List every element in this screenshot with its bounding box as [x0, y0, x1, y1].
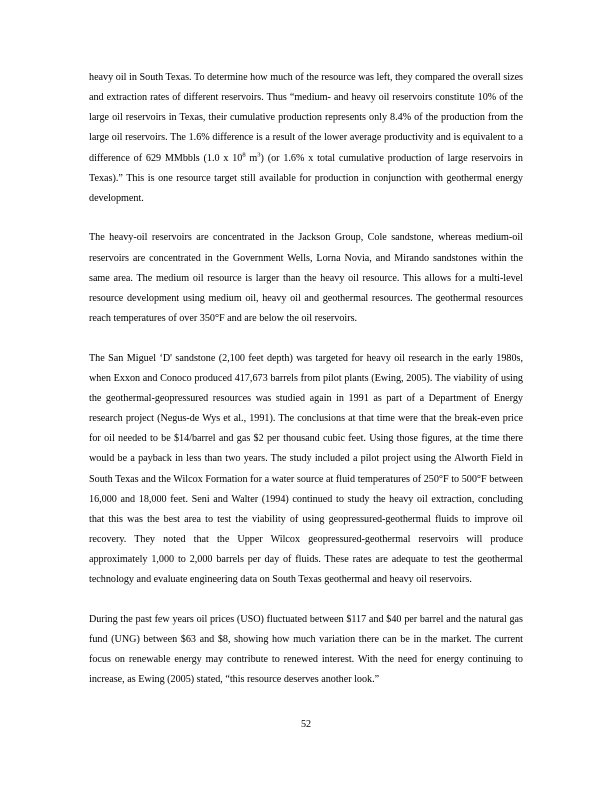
paragraph-4 — [89, 610, 523, 691]
paragraph-4-text: During the past few years oil prices (USO) fluctuated between $117 and $40 per barrel and the natural gas fund (UNG) between $63 and $8, showing how much variation there can be in the market. The current focus on renewable energy may contribute to renewed interest. With the need for energy continuing to increase, as Ewing (2005) stated, “this resource deserves another look.” — [89, 613, 523, 686]
paragraph-1-text-b: m — [245, 152, 258, 164]
paragraph-3 — [89, 349, 523, 591]
document-body — [89, 68, 523, 710]
paragraph-2-text: The heavy-oil reservoirs are concentrated in the Jackson Group, Cole sandstone, whereas medium-oil reservoirs are concentrated in the Government Wells, Lorna Novia, and Mirando sandstones within the same area. The medium oil resource is larger than the heavy oil resource. This allows for a multi-level resource development using medium oil, heavy oil and geothermal resources. The geothermal resources reach temperatures of over 350°F and are below the oil reservoirs. — [89, 232, 523, 325]
exponent-3: 3 — [257, 151, 261, 159]
paragraph-2 — [89, 228, 523, 329]
exponent-8: 8 — [242, 151, 246, 159]
paragraph-1-text-a: heavy oil in South Texas. To determine how much of the resource was left, they compared the overall sizes and extraction rates of different reservoirs. Thus “medium- and heavy oil reservoirs constitute 10% of the large oil reservoirs in Texas, their cumulative production represents only 8.4% of the production from the large oil reservoirs. The 1.6% difference is a result of the lower average productivity and is equivalent to a difference of 629 MMbbls (1.0 x 10 — [89, 72, 523, 164]
paragraph-3-text: The San Miguel ‘D' sandstone (2,100 feet depth) was targeted for heavy oil research in the early 1980s, when Exxon and Conoco produced 417,673 barrels from pilot plants (Ewing, 2005). The viability of using the geothermal-geopressured resources was studied again in 1991 as part of a Department of Energy research project (Negus-de Wys et al., 1991). The conclusions at that time were that the break-even price for oil needed to be $14/barrel and gas $2 per thousand cubic feet. Using those figures, at the time there would be a payback in less than two years. The study included a pilot project using the Alworth Field in South Texas and the Wilcox Formation for a water source at fluid temperatures of 250°F to 500°F between 16,000 and 18,000 feet. Seni and Walter (1994) continued to study the heavy oil extraction, concluding that this was the best area to test the viability of using geopressured-geothermal fluids to improve oil recovery. They noted that the Upper Wilcox geopressured-geothermal reservoirs will produce approximately 1,000 to 2,000 barrels per day of fluids. These rates are adequate to test the geothermal technology and evaluate engineering data on South Texas geothermal and heavy oil reservoirs. — [89, 352, 523, 586]
paragraph-1-text-c: ) (or 1.6% x total cumulative production of large reservoirs in Texas).” This is one resource target still available for production in conjunction with geothermal energy development. — [89, 152, 523, 204]
page-number: 52 — [300, 719, 312, 730]
paragraph-1 — [89, 68, 523, 209]
